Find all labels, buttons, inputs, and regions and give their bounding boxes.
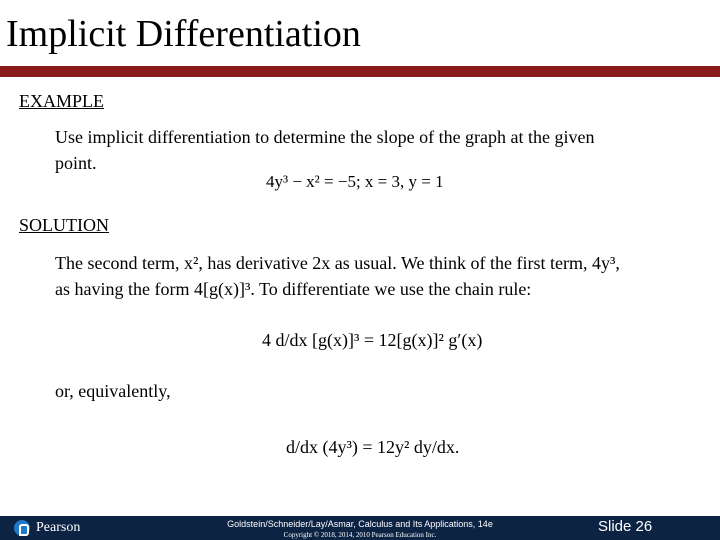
footer-bar: [0, 516, 720, 540]
solution-line2: as having the form 4[g(x)]³. To differentiate we use the chain rule:: [55, 279, 532, 299]
example-prompt-line2: point.: [55, 153, 97, 173]
solution-text: [55, 250, 695, 302]
slide-number: Slide 26: [598, 518, 653, 535]
copyright-text: Copyright © 2018, 2014, 2010 Pearson Education Inc.: [283, 531, 437, 539]
solution-heading: SOLUTION: [19, 215, 109, 235]
pearson-logo: [14, 519, 80, 537]
chain-rule-equation: 4 d/dx [g(x)]³ = 12[g(x)]² g′(x): [262, 330, 483, 350]
title-bar: [0, 0, 720, 66]
equivalently-label: or, equivalently,: [55, 381, 171, 401]
credit-text: Goldstein/Schneider/Lay/Asmar, Calculus and Its Applications, 14e: [227, 519, 493, 529]
solution-line1: The second term, x², has derivative 2x as usual. We think of the first term, 4y³,: [55, 253, 620, 273]
publisher-name: Pearson: [36, 520, 81, 535]
example-prompt: [55, 124, 695, 176]
slide-title: Implicit Differentiation: [6, 13, 361, 55]
example-heading: EXAMPLE: [19, 91, 104, 111]
example-prompt-line1: Use implicit differentiation to determine the slope of the graph at the given: [55, 127, 595, 147]
footer-credit: [200, 519, 520, 540]
title-divider: [0, 66, 720, 77]
equivalent-equation: d/dx (4y³) = 12y² dy/dx.: [286, 437, 460, 457]
given-equation: 4y³ − x² = −5; x = 3, y = 1: [266, 172, 444, 191]
pearson-icon: [14, 520, 30, 536]
